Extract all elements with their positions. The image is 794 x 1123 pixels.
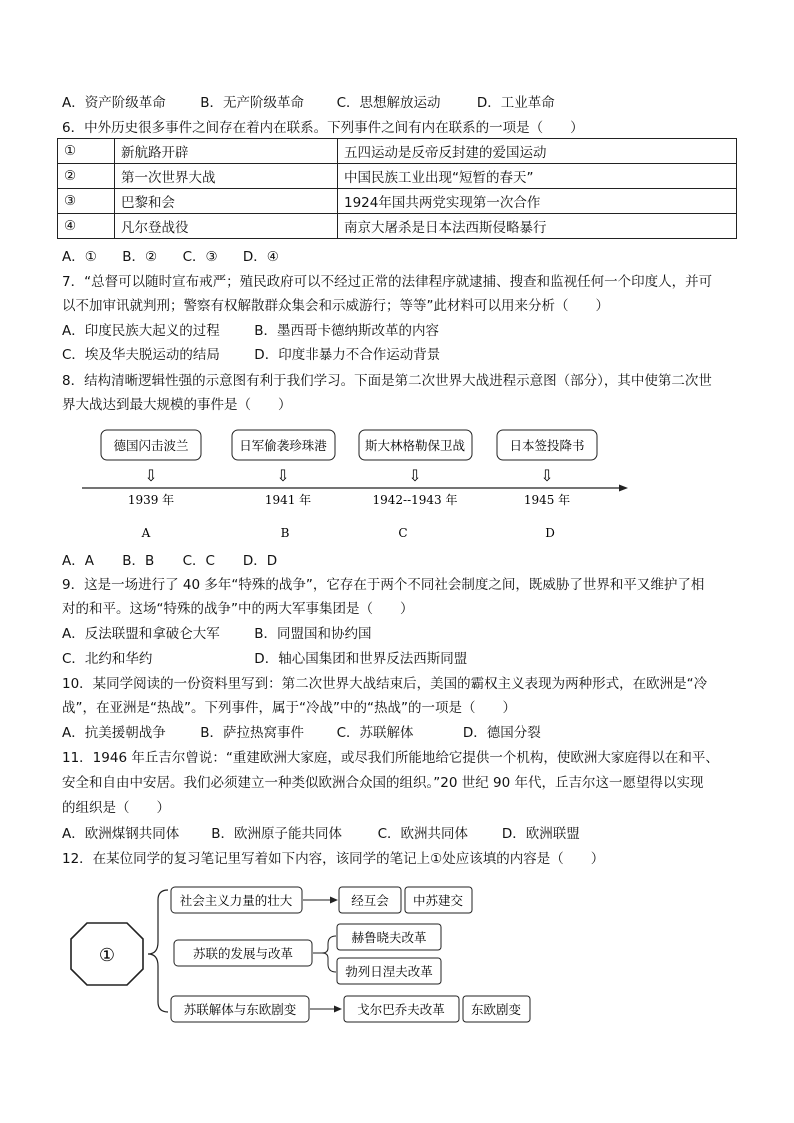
- q5-option-a[interactable]: A．资产阶级革命: [62, 95, 166, 111]
- q6-option-d[interactable]: D．④: [242, 249, 279, 265]
- item-label: 东欧剧变: [470, 1002, 522, 1017]
- q9-option-b[interactable]: B．同盟国和协约国: [254, 626, 372, 642]
- table-cell: 南京大屠杀是日本法西斯侵略暴行: [338, 214, 737, 239]
- event-label: 斯大林格勒保卫战: [364, 438, 466, 453]
- event-label: 德国闪击波兰: [113, 438, 189, 453]
- timeline-node-d: [497, 430, 597, 540]
- down-arrow-icon: ⇩: [408, 466, 422, 485]
- q7-option-c[interactable]: C．埃及华夫脱运动的结局: [62, 347, 220, 363]
- q11-option-b[interactable]: B．欧洲原子能共同体: [211, 826, 343, 842]
- table-row: [58, 139, 737, 164]
- option-letter: D: [545, 526, 555, 540]
- table-cell: 五四运动是反帝反封建的爱国运动: [338, 139, 737, 164]
- q10-option-d[interactable]: D．德国分裂: [462, 725, 541, 741]
- topic-label: 社会主义力量的壮大: [179, 893, 293, 908]
- table-row: [58, 164, 737, 189]
- year-label: 1945 年: [523, 493, 571, 507]
- q5-options: [62, 91, 555, 111]
- q8-option-d[interactable]: D．D: [242, 553, 278, 569]
- table-row: [58, 189, 737, 214]
- sub-brace: [322, 936, 336, 972]
- q9-options-row-1: [62, 622, 372, 642]
- table-cell: 巴黎和会: [115, 189, 338, 214]
- q6-option-a[interactable]: A．①: [62, 249, 97, 265]
- q6-options: [62, 245, 279, 265]
- q7-stem-line-1: 7．“总督可以随时宣布戒严；殖民政府可以不经过正常的法律程序就逮捕、搜查和监视任何一个印度人，并可: [62, 274, 713, 290]
- branch-2: [174, 924, 441, 984]
- table-cell: 新航路开辟: [115, 139, 338, 164]
- branch-3: [171, 996, 530, 1022]
- q6-option-c[interactable]: C．③: [182, 249, 218, 265]
- table-row: [58, 214, 737, 239]
- q7-option-b[interactable]: B．墨西哥卡德纳斯改革的内容: [254, 323, 440, 339]
- table-cell: ①: [58, 139, 115, 164]
- q9-option-d[interactable]: D．轴心国集团和世界反法西斯同盟: [254, 651, 468, 667]
- q8-timeline-diagram: [0, 425, 794, 555]
- q8-stem-line-1: 8．结构清晰逻辑性强的示意图有利于我们学习。下面是第二次世界大战进程示意图（部分），其中使第二次世: [62, 373, 712, 389]
- down-arrow-icon: ⇩: [276, 466, 290, 485]
- timeline-arrowhead: [619, 485, 628, 492]
- q9-option-c[interactable]: C．北约和华约: [62, 651, 153, 667]
- event-label: 日军偷袭珍珠港: [239, 438, 327, 453]
- q11-stem-line-2: 安全和自由中安居。我们必须建立一种类似欧洲合众国的组织。”20 世纪 90 年代，丘吉尔这一愿望得以实现: [62, 775, 704, 791]
- item-label: 勃列日涅夫改革: [345, 964, 433, 979]
- table-cell: ③: [58, 189, 115, 214]
- year-label: 1942--1943 年: [372, 493, 458, 507]
- year-label: 1939 年: [127, 493, 175, 507]
- timeline-node-c: [359, 430, 472, 540]
- q7-options-row-2: [62, 343, 440, 363]
- arrowhead: [334, 1006, 342, 1013]
- q5-option-d[interactable]: D．工业革命: [476, 95, 555, 111]
- topic-label: 苏联解体与东欧剧变: [183, 1002, 297, 1017]
- q6-table: [57, 138, 737, 239]
- branch-1: [171, 887, 472, 913]
- q9-stem-line-2: 对的和平。这场“特殊的战争”中的两大军事集团是（ ）: [62, 601, 414, 617]
- year-label: 1941 年: [264, 493, 312, 507]
- item-label: 中苏建交: [412, 893, 464, 908]
- q7-options-row-1: [62, 319, 439, 339]
- q8-stem-line-2: 界大战达到最大规模的事件是（ ）: [62, 397, 292, 413]
- option-letter: B: [280, 526, 290, 540]
- timeline-node-a: [101, 430, 201, 540]
- q11-stem-line-1: 11．1946 年丘吉尔曾说：“重建欧洲大家庭，或尽我们所能地给它提供一个机构，使欧洲大家庭得以在和平、: [62, 750, 719, 766]
- q10-stem-line-2: 战”，在亚洲是“热战”。下列事件，属于“冷战”中的“热战”的一项是（ ）: [62, 700, 516, 716]
- main-brace: [148, 890, 168, 1012]
- center-label: ①: [98, 945, 116, 966]
- q9-option-a[interactable]: A．反法联盟和拿破仑大军: [62, 626, 220, 642]
- item-label: 赫鲁晓夫改革: [351, 930, 427, 945]
- item-label: 经互会: [351, 893, 389, 908]
- table-cell: 凡尔登战役: [115, 214, 338, 239]
- q11-option-c[interactable]: C．欧洲共同体: [377, 826, 469, 842]
- table-cell: 1924年国共两党实现第一次合作: [338, 189, 737, 214]
- q7-stem-line-2: 以不加审讯就判刑；警察有权解散群众集会和示威游行；等等”此材料可以用来分析（ ）: [62, 298, 609, 314]
- q8-option-c[interactable]: C．C: [182, 553, 215, 569]
- option-letter: C: [398, 526, 408, 540]
- q11-option-a[interactable]: A．欧洲煤钢共同体: [62, 826, 180, 842]
- topic-label: 苏联的发展与改革: [192, 946, 294, 961]
- q10-stem-line-1: 10．某同学阅读的一份资料里写到：第二次世界大战结束后，美国的霸权主义表现为两种形式，在欧洲是“冷: [62, 676, 708, 692]
- timeline-node-b: [232, 430, 335, 540]
- q5-option-c[interactable]: C．思想解放运动: [336, 95, 441, 111]
- q10-option-c[interactable]: C．苏联解体: [336, 725, 414, 741]
- q6-stem: 6．中外历史很多事件之间存在着内在联系。下列事件之间有内在联系的一项是（ ）: [62, 120, 584, 136]
- table-cell: 中国民族工业出现“短暂的春天”: [338, 164, 737, 189]
- table-cell: ②: [58, 164, 115, 189]
- q12-mind-map: [0, 876, 794, 1036]
- q8-options: [62, 549, 277, 569]
- q10-option-b[interactable]: B．萨拉热窝事件: [200, 725, 305, 741]
- q12-stem: 12．在某位同学的复习笔记里写着如下内容，该同学的笔记上①处应该填的内容是（ ）: [62, 851, 605, 867]
- q9-options-row-2: [62, 647, 467, 667]
- table-cell: 第一次世界大战: [115, 164, 338, 189]
- item-label: 戈尔巴乔夫改革: [357, 1002, 445, 1017]
- q11-stem-line-3: 的组织是（ ）: [62, 800, 170, 816]
- table-cell: ④: [58, 214, 115, 239]
- q8-option-b[interactable]: B．B: [122, 553, 155, 569]
- q6-option-b[interactable]: B．②: [122, 249, 158, 265]
- q7-option-d[interactable]: D．印度非暴力不合作运动背景: [254, 347, 441, 363]
- q11-option-d[interactable]: D．欧洲联盟: [501, 826, 580, 842]
- option-letter: A: [141, 526, 151, 540]
- q10-option-a[interactable]: A．抗美援朝战争: [62, 725, 166, 741]
- q7-option-a[interactable]: A．印度民族大起义的过程: [62, 323, 220, 339]
- arrowhead: [330, 897, 338, 904]
- event-label: 日本签投降书: [509, 438, 585, 453]
- q9-stem-line-1: 9．这是一场进行了 40 多年“特殊的战争”，它存在于两个不同社会制度之间，既威胁了世界和平又维护了相: [62, 577, 705, 593]
- q10-options: [62, 721, 541, 741]
- q8-option-a[interactable]: A．A: [62, 553, 94, 569]
- down-arrow-icon: ⇩: [540, 466, 554, 485]
- q5-option-b[interactable]: B．无产阶级革命: [200, 95, 305, 111]
- down-arrow-icon: ⇩: [144, 466, 158, 485]
- q11-options: [62, 822, 580, 842]
